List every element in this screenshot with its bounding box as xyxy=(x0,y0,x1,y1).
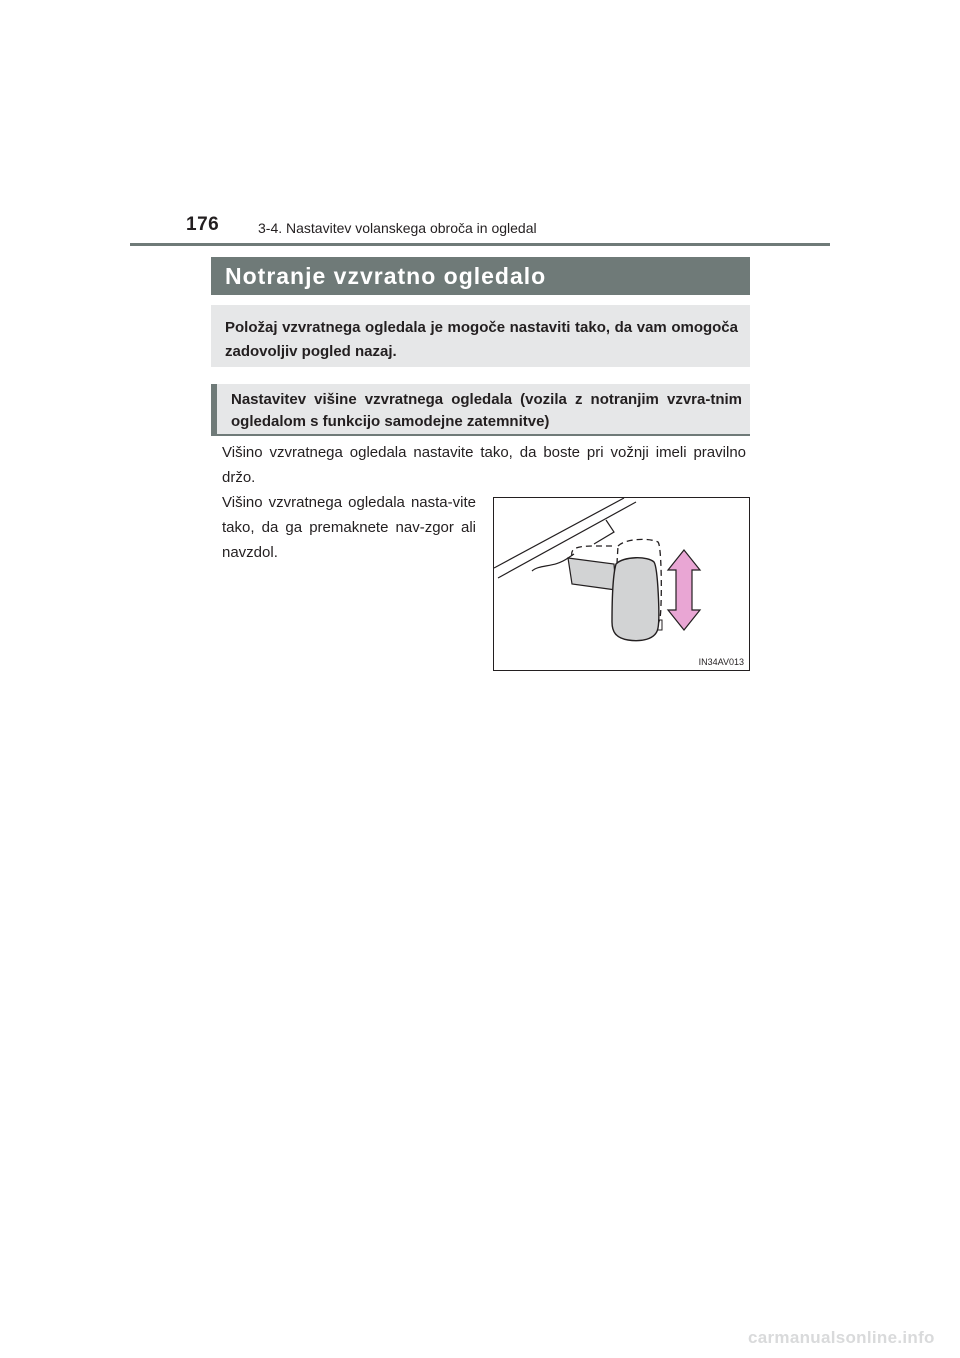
header-rule xyxy=(130,243,830,246)
watermark: carmanualsonline.info xyxy=(748,1328,935,1347)
mirror-stem xyxy=(532,554,574,571)
figure-frame xyxy=(493,497,750,671)
intro-box: Položaj vzvratnega ogledala je mogoče nastaviti tako, da vam omogoča zadovoljiv pogled nazaj. xyxy=(211,305,750,367)
body-paragraph: Višino vzvratnega ogledala nastavite tako, da boste pri vožnji imeli pravilno držo. xyxy=(222,444,746,486)
section-title: Notranje vzvratno ogledalo xyxy=(225,263,547,289)
mirror-arm xyxy=(568,558,616,590)
running-header: 3-4. Nastavitev volanskega obroča in ogledal xyxy=(258,220,537,236)
figure-code: IN34AV013 xyxy=(698,657,744,667)
side-paragraph: Višino vzvratnega ogledala nasta-vite tako, da ga premaknete nav-zgor ali navzdol. xyxy=(222,494,476,561)
mirror-body xyxy=(612,558,659,641)
page-number: 176 xyxy=(186,214,220,235)
subsection-heading: Nastavitev višine vzvratnega ogledala (vozila z notranjim vzvra-tnim ogledalom s funkcijo samodejne zatemnitve) xyxy=(211,384,750,436)
adjust-arrow-icon xyxy=(668,550,700,630)
section-title-bar xyxy=(211,257,750,295)
upper-stem-outline xyxy=(572,546,616,556)
mirror-adjust-illustration xyxy=(494,498,750,671)
headliner-line xyxy=(494,498,624,568)
